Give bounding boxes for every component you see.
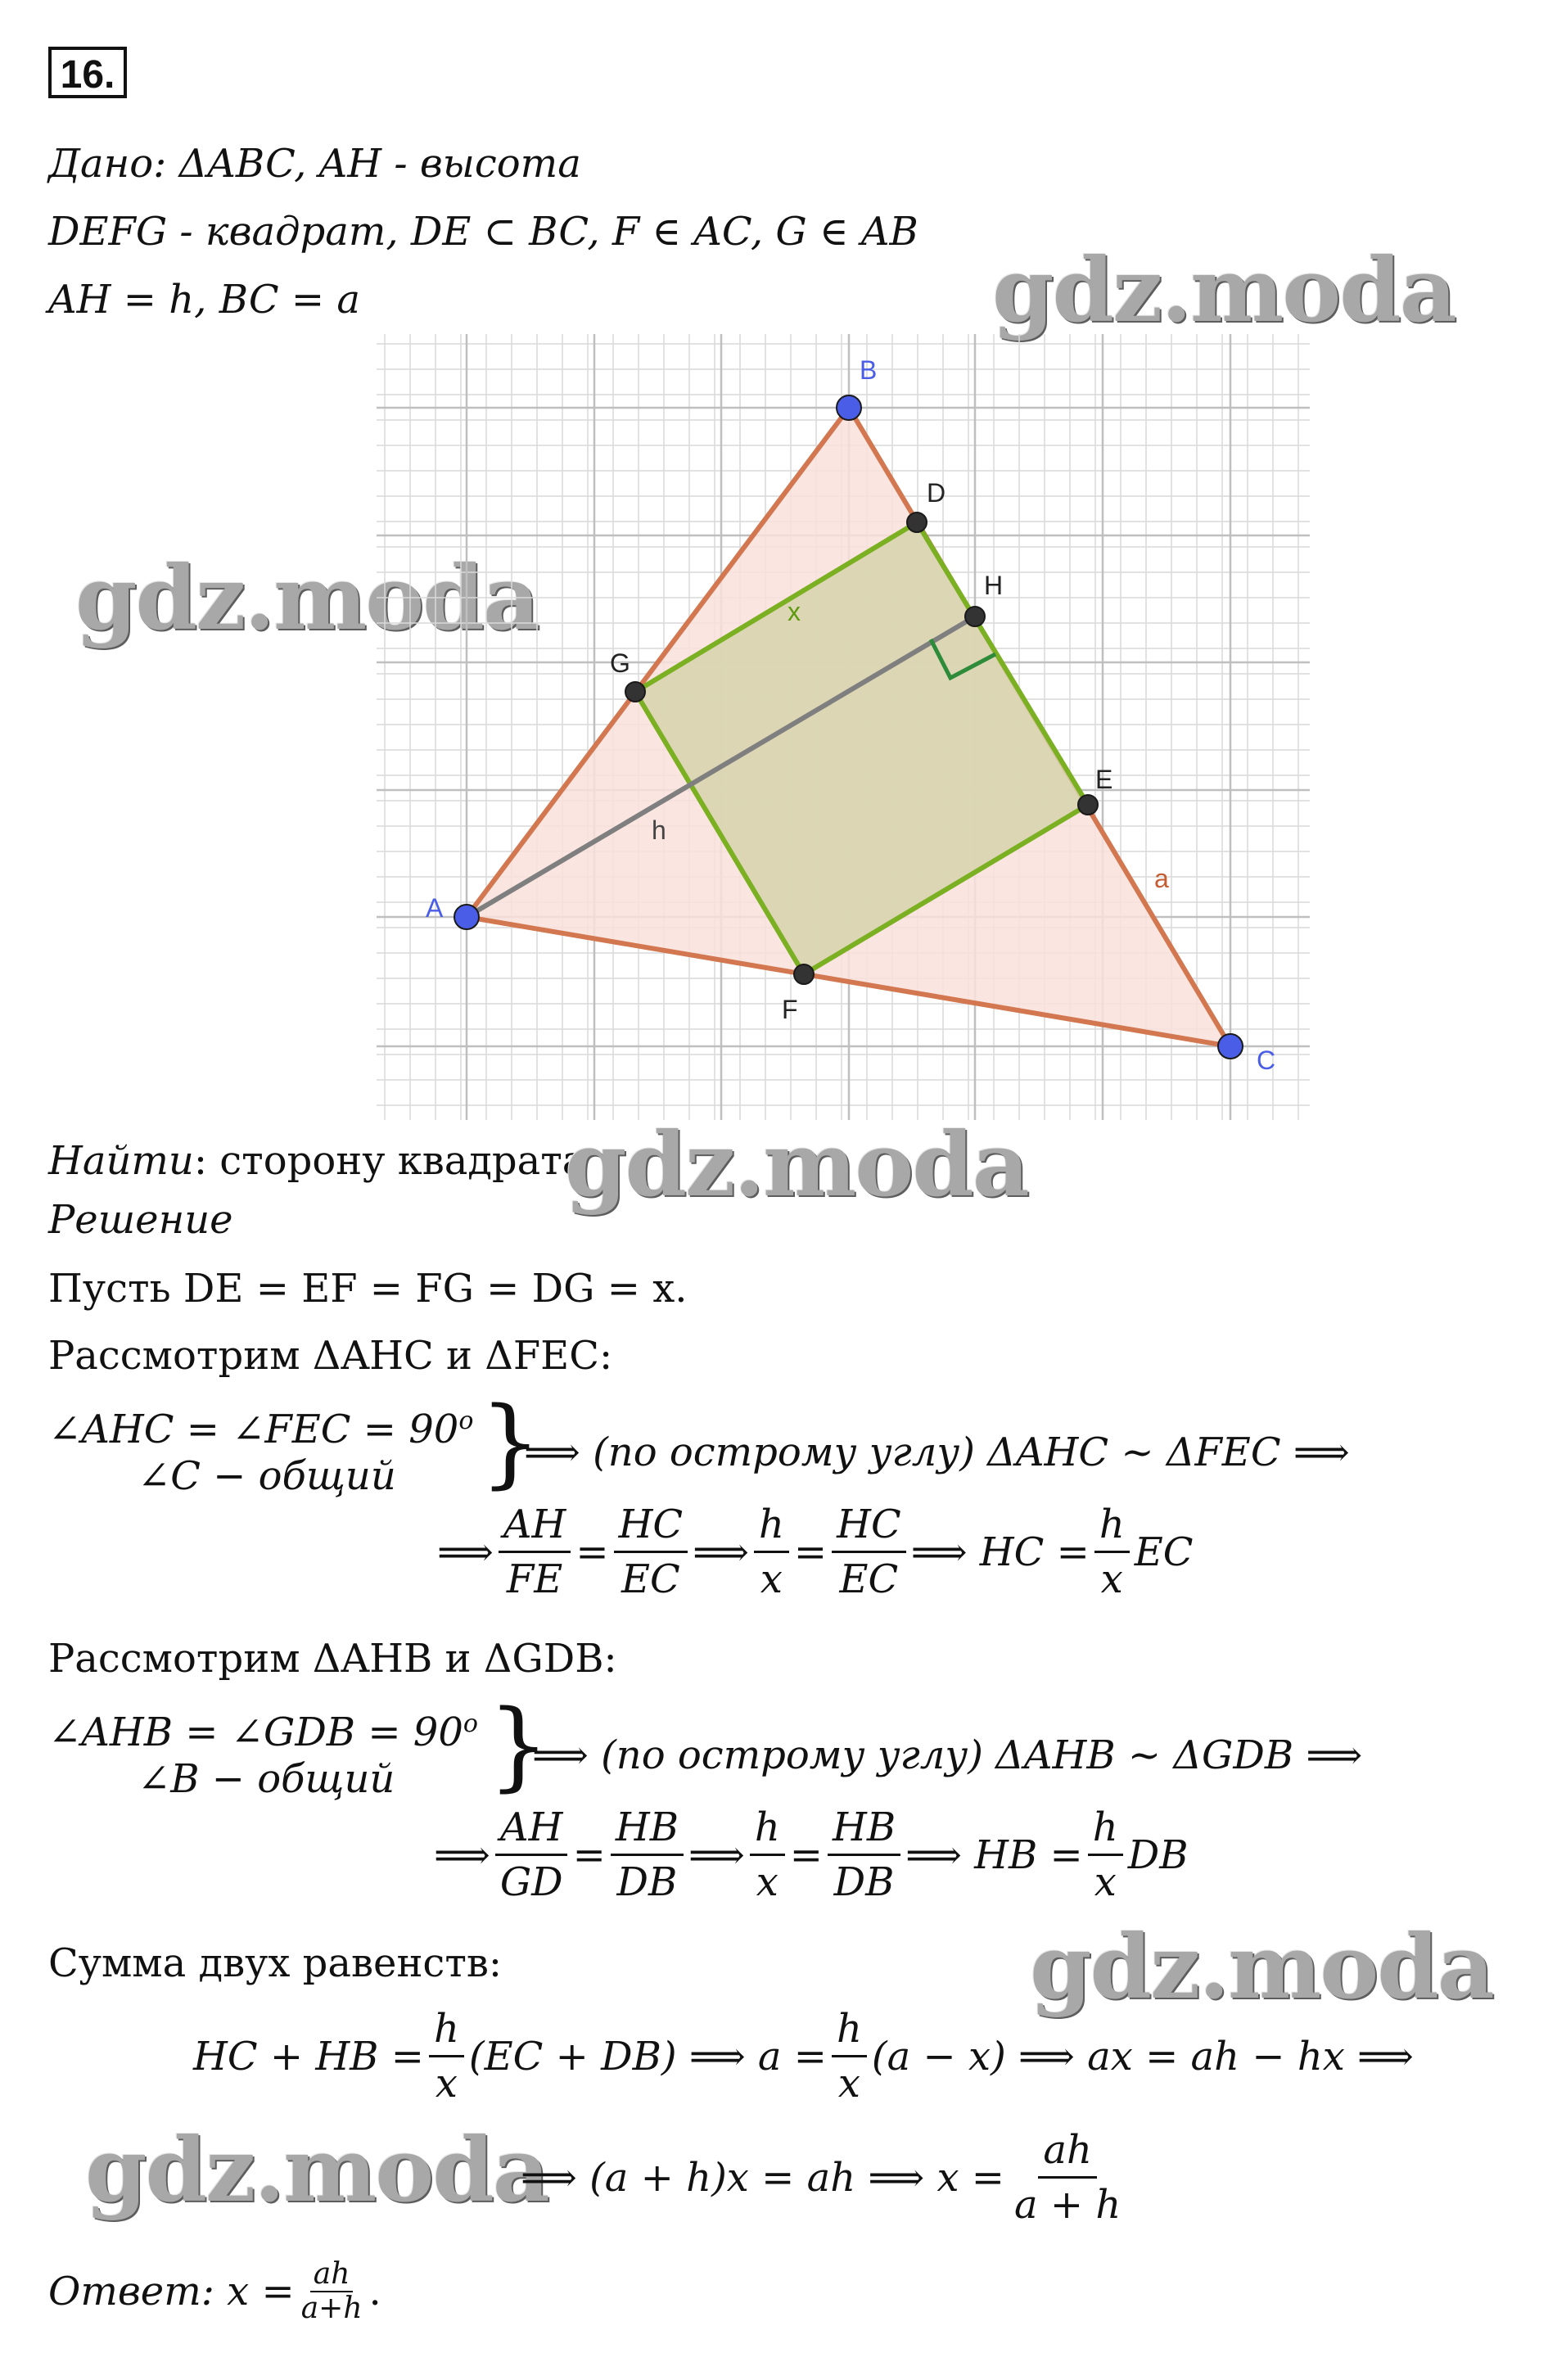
point-h [965,607,985,626]
point-c [1218,1034,1243,1059]
final-eq: ⟹ (a + h)x = ah ⟹ x = [521,2154,1004,2201]
denominator: DB [833,1859,895,1905]
angle-line-1b: ∠C − общий [138,1453,396,1499]
equals: = [793,1529,828,1575]
denominator: x [837,2061,860,2107]
denominator: x [1100,1556,1123,1602]
fraction [614,1498,688,1605]
fraction [1009,2124,1126,2231]
numerator: h [1094,1498,1130,1553]
fraction [1094,1498,1130,1605]
fraction [495,1801,568,1908]
angle-line-1a [48,1398,473,1452]
period: . [368,2269,381,2315]
fraction [750,1801,785,1908]
watermark: gdz.moda [85,2119,548,2222]
sum-lhs: HC + HB = [193,2033,424,2080]
ratio-line-1 [437,1498,1194,1605]
given-line-3: AH = h, BC = a [48,277,360,323]
problem-number: 16. [48,47,127,98]
label-D: D [927,478,946,508]
fraction [754,1498,789,1605]
implies-hb: ⟹ HB = [905,1831,1083,1878]
given-line-2: DEFG - квадрат, DE ⊂ BC, F ∈ AC, G ∈ AB [48,209,918,255]
equals: = [575,1529,609,1575]
given-line-1 [48,141,581,187]
numerator: h [429,2003,464,2057]
label-B: B [860,355,878,385]
answer-eq: : x = [201,2269,295,2315]
implies: ⟹ [434,1831,490,1878]
watermark: gdz.moda [75,547,539,650]
numerator: ah [1038,2124,1097,2179]
denominator: x [435,2061,458,2107]
implies: ⟹ [688,1831,745,1878]
denominator: FE [506,1556,563,1602]
numerator: HC [614,1498,688,1553]
equals: = [572,1831,606,1878]
given-text-1: : ΔABC, AH - высота [153,141,581,187]
label-C: C [1257,1045,1276,1075]
numerator: HC [832,1498,906,1553]
numerator: h [754,1498,789,1553]
denominator: x [1094,1859,1117,1905]
answer-label: Ответ [48,2269,201,2315]
label-a: a [1154,864,1169,893]
segment-db: DB [1127,1831,1189,1878]
fraction [828,1801,900,1908]
watermark: gdz.moda [992,239,1455,342]
numerator: HB [611,1801,684,1856]
numerator: h [750,1801,785,1856]
degree-sup: o [463,1709,478,1738]
sum-line [193,2003,1414,2110]
denominator: a+h [300,2292,363,2325]
angle-line-2b: ∠B − общий [138,1756,395,1802]
given-label: Дано [48,141,154,187]
denominator: GD [499,1859,563,1905]
fraction [499,1498,571,1605]
find-text: : сторону квадрата [193,1138,586,1184]
label-E: E [1095,765,1113,794]
similarity-line-2: ⟹ (по острому углу) ΔAHB ~ ΔGDB ⟹ [532,1732,1363,1778]
denominator: x [760,1556,783,1602]
numerator: h [1088,1801,1123,1856]
angle-eq-2: ∠AHB = ∠GDB = 90 [48,1709,463,1755]
brace: } [488,1688,550,1801]
fraction [429,2003,464,2110]
point-g [625,682,645,702]
fraction [611,1801,684,1908]
sum-rhs: (a − x) ⟹ ax = ah − hx ⟹ [871,2033,1414,2080]
solution-label: Решение [48,1197,233,1243]
degree-sup: o [458,1407,474,1435]
numerator: AH [495,1801,568,1856]
label-x: x [788,597,801,626]
numerator: HB [828,1801,900,1856]
label-H: H [984,571,1004,600]
answer-line [48,2258,381,2325]
consider-line-2: Рассмотрим ΔAHB и ΔGDB: [48,1636,617,1682]
answer-fraction [298,2258,366,2325]
denominator: EC [839,1556,899,1602]
angle-line-2a [48,1701,478,1755]
denominator: EC [621,1556,680,1602]
watermark: gdz.moda [1030,1916,1493,2019]
angle-eq-1: ∠AHC = ∠FEC = 90 [48,1407,459,1452]
point-b [837,395,861,420]
ratio-line-2 [434,1801,1188,1908]
find-line [48,1138,585,1184]
implies: ⟹ [437,1529,494,1575]
numerator: AH [499,1498,571,1553]
point-d [907,513,927,532]
equals: = [789,1831,823,1878]
similarity-line-1: ⟹ (по острому углу) ΔAHC ~ ΔFEC ⟹ [524,1429,1350,1475]
label-F: F [782,995,798,1024]
implies-hc: ⟹ HC = [910,1529,1090,1575]
numerator: h [832,2003,867,2057]
numerator: ah [310,2258,354,2292]
watermark: gdz.moda [565,1113,1028,1217]
let-line: Пусть DE = EF = FG = DG = x. [48,1266,688,1312]
sum-label: Сумма двух равенств: [48,1940,503,1986]
consider-line-1: Рассмотрим ΔAHC и ΔFEC: [48,1333,613,1379]
brace: } [480,1385,542,1498]
find-label: Найти [48,1138,194,1184]
final-line [521,2124,1131,2231]
point-e [1078,795,1098,815]
point-a [454,905,479,929]
denominator: a + h [1014,2182,1122,2228]
fraction [832,2003,867,2110]
geometry-figure [377,334,1310,1120]
label-G: G [610,648,630,678]
denominator: x [756,1859,779,1905]
point-f [794,964,814,984]
label-A: A [426,893,444,923]
fraction [1088,1801,1123,1908]
label-h: h [652,815,666,845]
fraction [832,1498,906,1605]
denominator: DB [616,1859,678,1905]
sum-mid: (EC + DB) ⟹ a = [468,2033,827,2080]
segment-ec: EC [1134,1529,1194,1575]
implies: ⟹ [693,1529,749,1575]
